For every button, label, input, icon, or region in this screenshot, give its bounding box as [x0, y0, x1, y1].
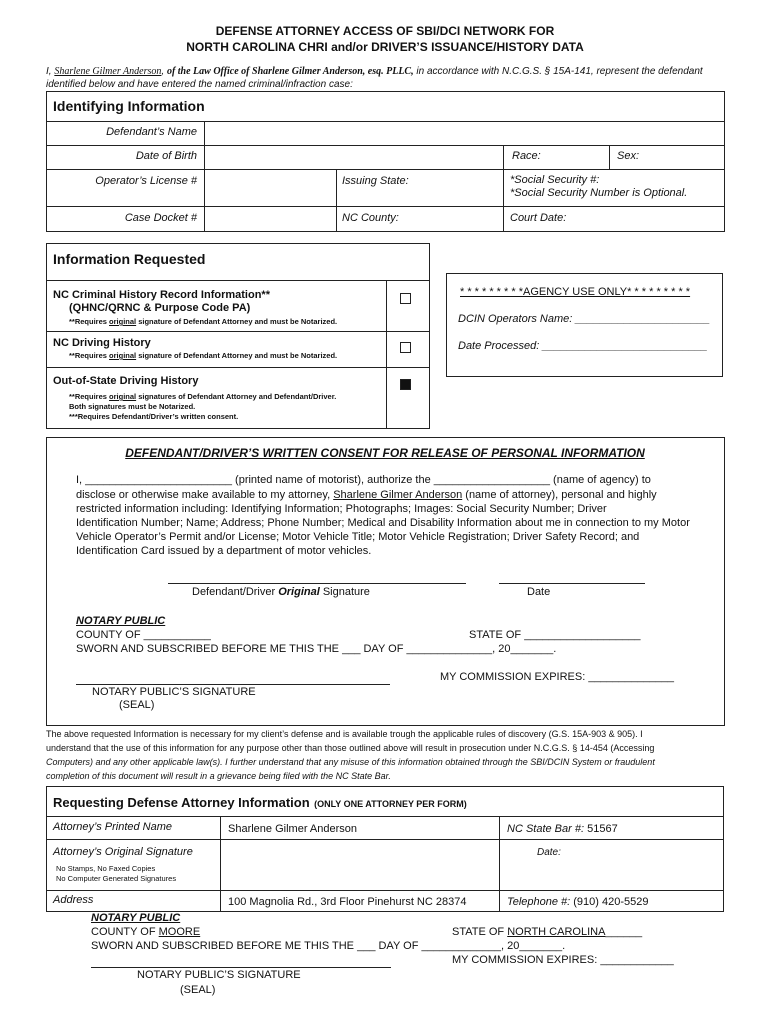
consent-line2: disclose or otherwise make available to my attorney, Sharlene Gilmer Anderson (name of attorney), personal and highly — [76, 489, 657, 501]
request-item-title: NC Driving History — [53, 337, 151, 349]
intro-line1: I, Sharlene Gilmer Anderson, of the Law Office of Sharlene Gilmer Anderson, esq. PLLC, in accordance with N.C.G.S. § 15A-141, represent the defendant — [46, 66, 703, 77]
attorney-signature-field[interactable] — [222, 841, 497, 888]
consent-heading: DEFENDANT/DRIVER’S WRITTEN CONSENT FOR RELEASE OF PERSONAL INFORMATION — [125, 446, 645, 460]
out-of-state-checkbox[interactable] — [400, 379, 411, 390]
notary2-sworn: SWORN AND SUBSCRIBED BEFORE ME THIS THE ___ DAY OF _____________, 20_______. — [91, 940, 566, 952]
sex-field[interactable] — [645, 147, 723, 167]
court-date-field[interactable] — [572, 208, 723, 230]
consent-line1: I, ________________________ (printed name of motorist), authorize the ___________________ (name of agency) to — [76, 474, 651, 486]
consent-attorney-name: Sharlene Gilmer Anderson — [333, 489, 463, 501]
disclaimer-line4: completion of this document will result in a grievance being filed with the NC State Bar. — [46, 771, 391, 781]
notary1-signature-line[interactable] — [76, 684, 390, 685]
request-item-note2: Both signatures must be Notarized. — [69, 402, 196, 411]
disclaimer-line2: understand that the use of this information for any purpose other than those outlined above will result in prosecution under N.C.G.S. § 14-454 (Accessing — [46, 743, 655, 753]
requested-heading: Information Requested — [53, 251, 206, 267]
request-item-note3: ***Requires Defendant/Driver’s written consent. — [69, 412, 239, 421]
nc-driving-checkbox[interactable] — [400, 342, 411, 353]
notary2-seal: (SEAL) — [180, 984, 216, 996]
request-item-note: **Requires original signature of Defendant Attorney and must be Notarized. — [69, 351, 338, 360]
notary1-state: STATE OF ___________________ — [469, 629, 641, 641]
attorney-date-label: Date: — [537, 847, 561, 858]
dob-field[interactable] — [206, 147, 501, 167]
signature-label: Attorney’s Original Signature — [53, 846, 193, 858]
notary1-seal: (SEAL) — [119, 699, 155, 711]
ssn-label: *Social Security #: — [510, 174, 600, 186]
printed-name-value[interactable]: Sharlene Gilmer Anderson — [228, 823, 358, 835]
intro-line2: identified below and have entered the named criminal/infraction case: — [46, 79, 353, 90]
notary2-state: STATE OF NORTH CAROLINA______ — [452, 926, 643, 938]
notary1-county: COUNTY OF ___________ — [76, 629, 211, 641]
notary2-county: COUNTY OF MOORE — [91, 926, 201, 938]
criminal-history-checkbox[interactable] — [400, 293, 411, 304]
consent-line3: restricted information including: Identifying Information; Photographs; Images: Social Security Number; Driver — [76, 503, 607, 515]
notary1-heading: NOTARY PUBLIC — [76, 615, 166, 627]
defendant-name-field[interactable] — [206, 123, 723, 143]
request-item-subtitle: (QHNC/QRNC & Purpose Code PA) — [69, 302, 251, 314]
consent-date-line[interactable] — [499, 583, 645, 584]
notary2-signature-label: NOTARY PUBLIC’S SIGNATURE — [137, 969, 301, 981]
sig-note2: No Computer Generated Signatures — [56, 874, 177, 883]
date-processed: Date Processed: ___________________________ — [458, 340, 708, 352]
sex-label: Sex: — [617, 150, 640, 162]
defendant-name-label: Defendant’s Name — [106, 126, 197, 138]
notary1-commission: MY COMMISSION EXPIRES: ______________ — [440, 671, 674, 683]
race-label: Race: — [512, 150, 541, 162]
attorney-heading: Requesting Defense Attorney Information (ONLY ONE ATTORNEY PER FORM) — [53, 795, 467, 810]
sig-note1: No Stamps, No Faxed Copies — [56, 864, 156, 873]
issuing-state-field[interactable] — [420, 171, 501, 204]
county-field[interactable] — [404, 208, 501, 230]
notary1-sworn: SWORN AND SUBSCRIBED BEFORE ME THIS THE ___ DAY OF ______________, 20_______. — [76, 643, 557, 655]
notary2-heading: NOTARY PUBLIC — [91, 912, 181, 924]
docket-field[interactable] — [206, 208, 334, 230]
form-title-line1: DEFENSE ATTORNEY ACCESS OF SBI/DCI NETWORK FOR — [215, 24, 555, 38]
disclaimer-line3: Computers) and any other applicable law(s). I further understand that any misuse of this information obtained through the SBI/DCIN System or fraudulent — [46, 757, 655, 767]
race-field[interactable] — [545, 147, 607, 167]
identifying-heading: Identifying Information — [53, 98, 205, 114]
request-item-note: **Requires original signature of Defendant Attorney and must be Notarized. — [69, 317, 338, 326]
ssn-note: *Social Security Number is Optional. — [510, 187, 688, 199]
bar-number[interactable]: NC State Bar #: 51567 — [507, 823, 618, 835]
request-item-title: NC Criminal History Record Information** — [53, 289, 270, 301]
telephone[interactable]: Telephone #: (910) 420-5529 — [507, 896, 649, 908]
county-label: NC County: — [342, 212, 399, 224]
dob-label: Date of Birth — [135, 150, 197, 162]
consent-date-label: Date — [527, 586, 551, 598]
ssn-field[interactable] — [612, 171, 723, 185]
notary2-signature-line[interactable] — [91, 967, 391, 968]
license-label: Operator’s License # — [95, 175, 197, 187]
license-field[interactable] — [206, 171, 334, 204]
notary1-signature-label: NOTARY PUBLIC’S SIGNATURE — [92, 686, 256, 698]
docket-label: Case Docket # — [124, 212, 197, 224]
issuing-state-label: Issuing State: — [342, 175, 409, 187]
intro-attorney-name: Sharlene Gilmer Anderson — [54, 66, 162, 77]
dcin-operators-name: DCIN Operators Name: ______________________ — [458, 313, 710, 325]
printed-name-label: Attorney’s Printed Name — [53, 821, 173, 833]
request-item-title: Out-of-State Driving History — [53, 375, 199, 387]
intro-law-office: of the Law Office of Sharlene Gilmer Anderson, esq. PLLC, — [166, 66, 414, 77]
address-label: Address — [53, 894, 94, 906]
request-item-note: **Requires original signatures of Defendant Attorney and Defendant/Driver. — [69, 392, 337, 401]
consent-line5: Vehicle Operator’s Permit and/or License; Motor Vehicle Title; Motor Vehicle Registration; Driver Safety Record; and — [76, 531, 640, 543]
address-value[interactable]: 100 Magnolia Rd., 3rd Floor Pinehurst NC 28374 — [228, 896, 467, 908]
form-title-line2: NORTH CAROLINA CHRI and/or DRIVER’S ISSUANCE/HISTORY DATA — [186, 40, 584, 54]
agency-use-heading: * * * * * * * * *AGENCY USE ONLY* * * * * * * * * — [460, 286, 691, 298]
court-date-label: Court Date: — [510, 212, 567, 224]
defendant-signature-line[interactable] — [168, 583, 466, 584]
defendant-signature-label: Defendant/Driver Original Signature — [192, 586, 370, 598]
consent-line4: Identification Number; Name; Address; Phone Number; Medical and Disability Information about me in connection to my Motor — [76, 517, 690, 529]
notary2-commission: MY COMMISSION EXPIRES: ____________ — [452, 954, 674, 966]
disclaimer-line1: The above requested Information is necessary for my client’s defense and is available trough the applicable rules of discovery (G.S. 15A-903 & 905). I — [46, 729, 643, 739]
consent-line6: Identification Card issued by a department of motor vehicles. — [76, 545, 372, 557]
